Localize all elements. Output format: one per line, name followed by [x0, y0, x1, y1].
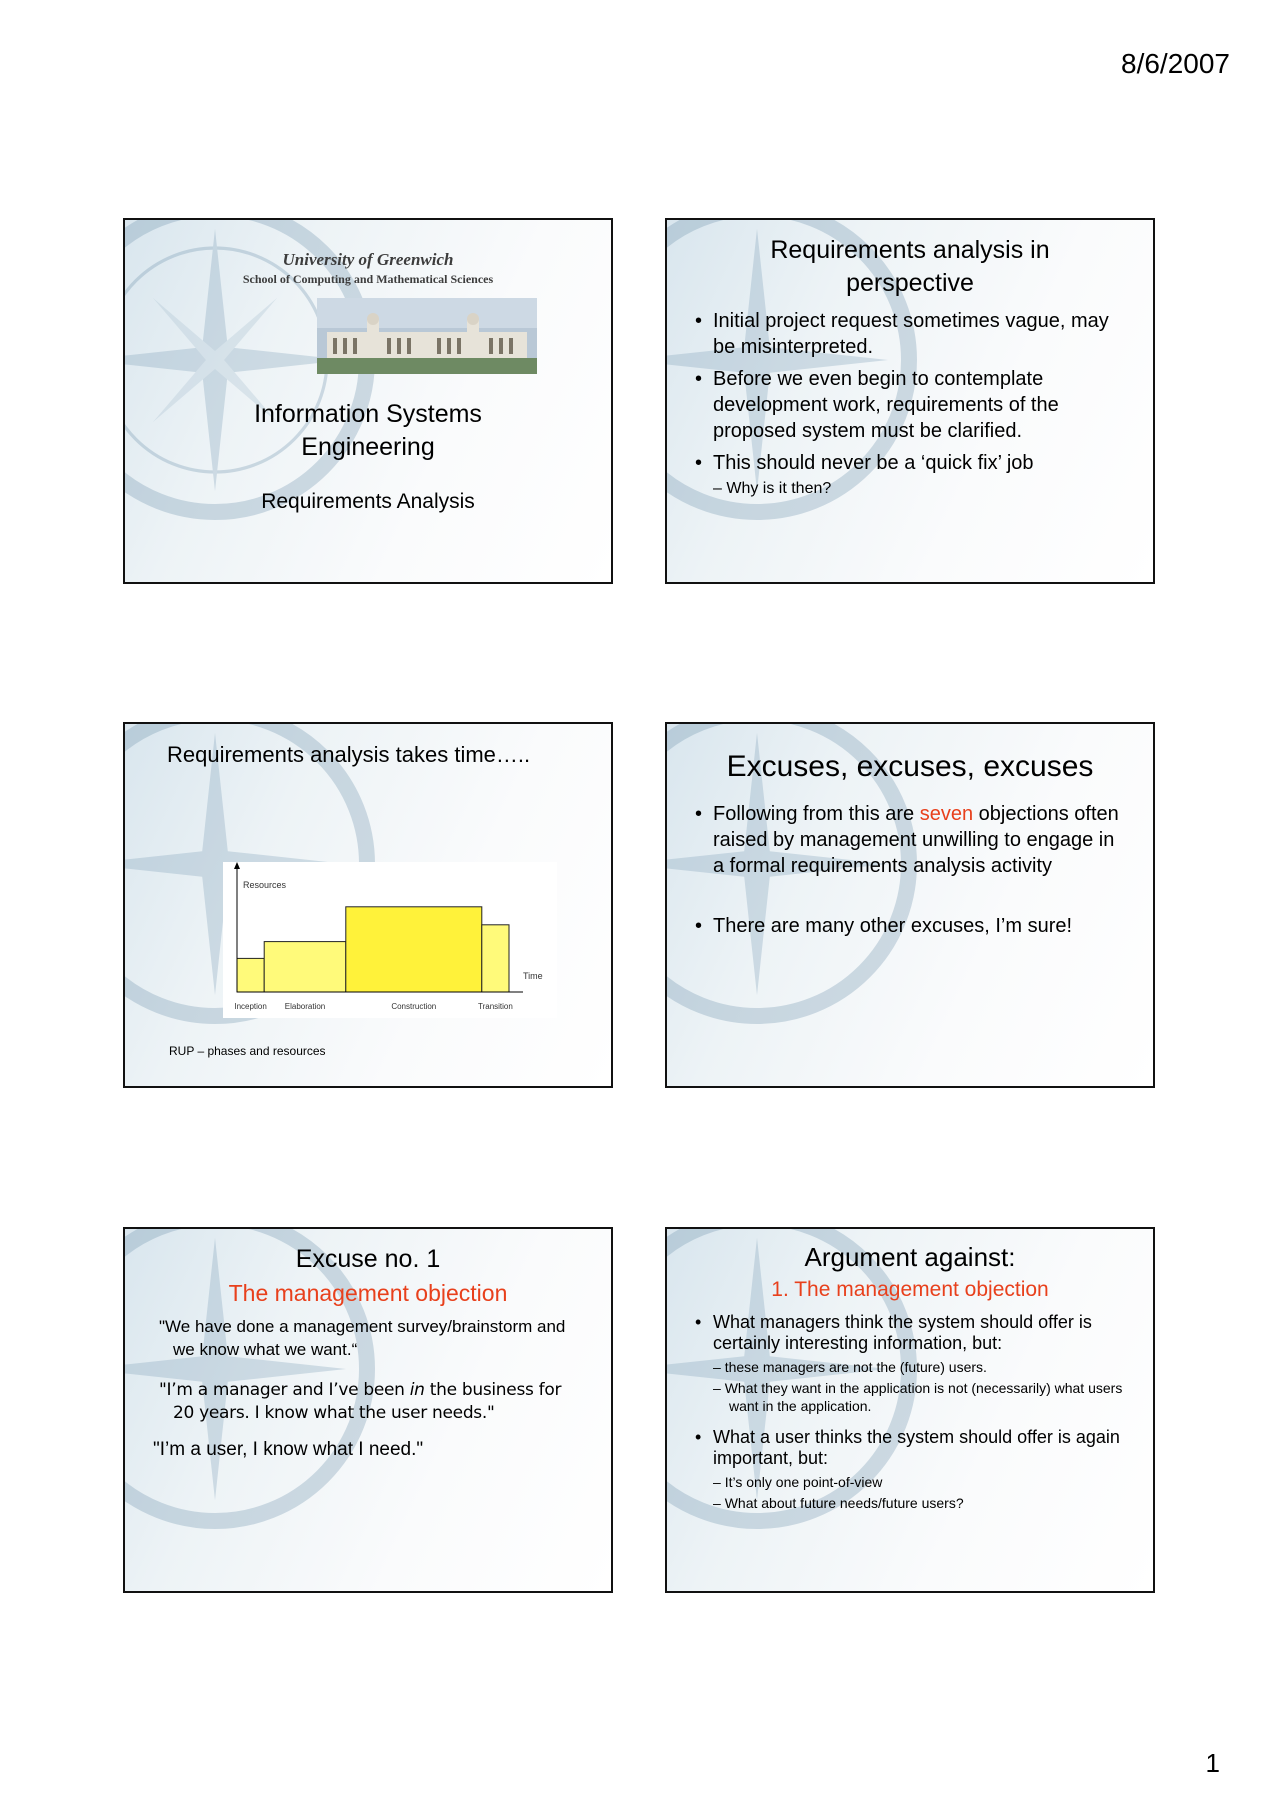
chart-caption: RUP – phases and resources: [169, 1044, 326, 1058]
bar-transition: [482, 925, 509, 992]
slide-excuses: [665, 722, 1155, 1088]
rup-chart: [223, 862, 557, 1018]
slide-heading: Requirements analysis in perspective: [770, 236, 1050, 297]
quote-user: "I’m a user, I know what I need.": [153, 1439, 424, 1460]
rup-chart-svg: [223, 862, 557, 1018]
course-subtitle: Requirements Analysis: [261, 490, 475, 513]
slide-subheading: The management objection: [228, 1280, 508, 1306]
sub-bullet-item: – What they want in the application is not (necessarily) what users want in the application.: [713, 1379, 1123, 1415]
y-axis-arrow: [234, 862, 240, 869]
bullet-list: [693, 1312, 1123, 1512]
sub-bullet-item: – It’s only one point-of-view: [713, 1473, 1123, 1491]
bullet-list: [693, 801, 1123, 939]
y-axis-label: Resources: [243, 880, 287, 890]
slide-argument-against: [665, 1227, 1155, 1593]
sub-bullet-item: – these managers are not the (future) users.: [713, 1358, 1123, 1376]
bullet-item: • Initial project request sometimes vague, may be misinterpreted.: [693, 308, 1123, 360]
slide-title: [123, 218, 613, 584]
bullet-item: • This should never be a ‘quick fix’ job – Why is it then?: [693, 450, 1123, 498]
x-axis-label: Time: [523, 971, 543, 981]
bullet-item: • There are many other excuses, I’m sure!: [693, 913, 1123, 939]
slide-heading: Requirements analysis takes time…..: [167, 742, 531, 767]
slide-takes-time: [123, 722, 613, 1088]
school-name: School of Computing and Mathematical Sciences: [242, 272, 494, 286]
course-title: Information Systems Engineering: [254, 400, 482, 461]
sub-bullet-item: – What about future needs/future users?: [713, 1494, 1123, 1512]
university-name: University of Greenwich: [282, 250, 454, 269]
bar-inception: [237, 958, 264, 992]
slide-subheading: 1. The management objection: [771, 1278, 1049, 1301]
bullet-item: • Before we even begin to contemplate development work, requirements of the proposed system must be clarified.: [693, 366, 1123, 444]
slide-heading: Excuses, excuses, excuses: [726, 750, 1094, 783]
greenwich-building-photo: [317, 298, 537, 374]
sub-bullet-item: – Why is it then?: [713, 480, 1123, 498]
bar-construction: [346, 907, 482, 992]
category-label: Elaboration: [284, 1002, 326, 1011]
slide-perspective: [665, 218, 1155, 584]
bullet-item: • What a user thinks the system should offer is again important, but: – It’s only one point-of-view – What about future needs/future users?: [693, 1427, 1123, 1512]
category-label: Inception: [234, 1002, 267, 1011]
bullet-item: • Following from this are seven objections often raised by management unwilling to engage in a formal requirements analysis activity: [693, 801, 1123, 879]
bar-elaboration: [264, 942, 346, 992]
bullet-list: [693, 308, 1123, 498]
page-date: 8/6/2007: [1121, 48, 1230, 79]
seven-highlight: seven: [919, 803, 974, 825]
slide-heading: Excuse no. 1: [295, 1245, 441, 1273]
bullet-item: • What managers think the system should offer is certainly interesting information, but: – these managers are not the (future) users. – What they want in the application is not (necessarily) what users want in the application.: [693, 1312, 1123, 1415]
slide-heading: Argument against:: [804, 1242, 1016, 1272]
category-label: Construction: [391, 1002, 437, 1011]
page-number: 1: [1205, 1748, 1220, 1778]
slide-excuse-1: [123, 1227, 613, 1593]
quote-manager: "I’m a manager and I’ve been in the business for 20 years. I know what the user needs.": [159, 1380, 562, 1423]
quote-survey: "We have done a management survey/brainstorm and we know what we want.“: [159, 1317, 566, 1359]
category-label: Transition: [477, 1002, 513, 1011]
